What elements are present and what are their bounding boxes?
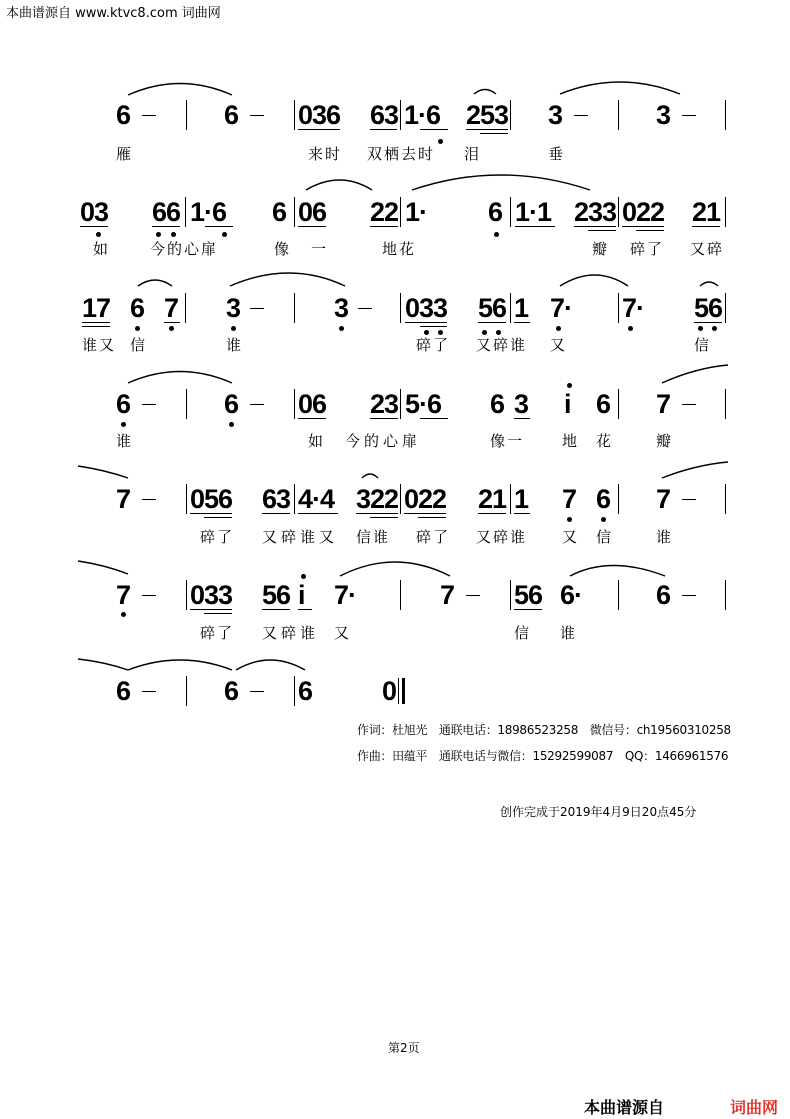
note: 21 xyxy=(478,484,507,514)
octave-dot xyxy=(712,326,717,331)
note: 7 xyxy=(164,293,179,323)
note: 7 xyxy=(116,580,131,610)
note: 6 xyxy=(224,389,239,419)
underline xyxy=(356,513,398,514)
lyric: 谁 xyxy=(226,336,244,354)
barline xyxy=(400,389,401,419)
note: 1·6 xyxy=(404,100,441,130)
underline xyxy=(692,226,720,227)
note: 0 xyxy=(382,676,397,706)
barline xyxy=(618,100,619,130)
note: 56 xyxy=(694,293,723,323)
dash xyxy=(358,308,372,309)
note: 6 xyxy=(224,100,239,130)
barline xyxy=(185,293,186,323)
page-number: 第2页 xyxy=(388,1041,420,1055)
note: 06 xyxy=(298,197,327,227)
slur xyxy=(236,660,305,670)
dash xyxy=(250,115,264,116)
note: 3 xyxy=(548,100,563,130)
dash xyxy=(682,115,696,116)
octave-dot xyxy=(156,232,161,237)
lyric: 又碎谁 xyxy=(476,528,528,546)
note: 6 xyxy=(116,676,131,706)
underline xyxy=(298,513,338,514)
underline xyxy=(636,230,664,231)
lyric: 信 xyxy=(130,336,148,354)
final-barline-thick xyxy=(402,678,405,704)
barline xyxy=(185,197,186,227)
lyric: 碎了 xyxy=(416,528,451,546)
slur xyxy=(700,282,718,286)
note: 6 xyxy=(116,389,131,419)
octave-dot xyxy=(494,232,499,237)
note: 6 xyxy=(298,676,313,706)
dash xyxy=(574,115,588,116)
slur xyxy=(78,659,128,670)
underline xyxy=(164,322,180,323)
barline xyxy=(618,197,619,227)
lyric: 信 xyxy=(596,528,614,546)
octave-dot xyxy=(496,330,501,335)
footer-logo[interactable]: 词曲网 xyxy=(730,1098,779,1117)
dash xyxy=(250,691,264,692)
barline xyxy=(618,580,619,610)
barline xyxy=(186,389,187,419)
underline xyxy=(370,517,398,518)
barline xyxy=(510,293,511,323)
lyric: 又 xyxy=(334,624,352,642)
barline xyxy=(510,484,511,514)
lyric: 碎了 xyxy=(200,624,235,642)
slur xyxy=(306,180,372,190)
final-barline-thin xyxy=(398,678,399,704)
octave-dot xyxy=(339,326,344,331)
note: 233 xyxy=(574,197,617,227)
octave-dot xyxy=(229,422,234,427)
octave-dot xyxy=(567,383,572,388)
octave-dot xyxy=(171,232,176,237)
barline xyxy=(618,293,619,323)
barline xyxy=(400,580,401,610)
octave-dot xyxy=(121,612,126,617)
underline xyxy=(418,517,446,518)
underline xyxy=(262,609,290,610)
lyric: 碎了 xyxy=(416,336,451,354)
lyric: 又碎谁 xyxy=(262,624,320,642)
underline xyxy=(370,226,398,227)
lyric: 泪 xyxy=(464,145,482,163)
note: 5·6 xyxy=(405,389,442,419)
note: 22 xyxy=(370,197,399,227)
lyric: 又碎 xyxy=(690,240,725,258)
lyric: 今的心扉 xyxy=(150,240,219,258)
lyric: 碎了 xyxy=(200,528,235,546)
slur xyxy=(78,561,128,574)
note: 17 xyxy=(82,293,111,323)
slur xyxy=(474,90,496,95)
note: 7· xyxy=(334,580,357,610)
lyric: 地 xyxy=(562,432,580,450)
barline xyxy=(186,484,187,514)
dash xyxy=(142,115,156,116)
note: 63 xyxy=(370,100,399,130)
octave-dot xyxy=(121,422,126,427)
note: 1·6 xyxy=(190,197,227,227)
note: 56 xyxy=(514,580,543,610)
lyric: 瓣 xyxy=(592,240,610,258)
note: 63 xyxy=(262,484,291,514)
barline xyxy=(618,389,619,419)
note: 3 xyxy=(334,293,349,323)
octave-dot xyxy=(231,326,236,331)
barline xyxy=(294,676,295,706)
octave-dot xyxy=(169,326,174,331)
lyric: 谁 xyxy=(656,528,674,546)
note: 253 xyxy=(466,100,509,130)
lyric: 瓣 xyxy=(656,432,674,450)
slur xyxy=(560,275,628,286)
underline xyxy=(514,609,542,610)
lyric: 今的心扉 xyxy=(345,432,422,450)
barline xyxy=(186,580,187,610)
note: i xyxy=(564,389,571,419)
underline xyxy=(420,326,447,327)
dash xyxy=(466,595,480,596)
lyric: 又 xyxy=(562,528,580,546)
underline xyxy=(404,513,446,514)
octave-dot xyxy=(438,139,443,144)
octave-dot xyxy=(567,517,572,522)
dash xyxy=(142,499,156,500)
underline xyxy=(190,609,232,610)
note: 036 xyxy=(298,100,341,130)
underline xyxy=(190,513,232,514)
underline xyxy=(405,322,447,323)
barline xyxy=(400,484,401,514)
octave-dot xyxy=(556,326,561,331)
octave-dot xyxy=(698,326,703,331)
lyric: 谁 xyxy=(560,624,578,642)
lyric: 如 xyxy=(308,432,326,450)
note: 7 xyxy=(116,484,131,514)
lyric: 信 xyxy=(694,336,712,354)
dash xyxy=(250,308,264,309)
barline xyxy=(618,484,619,514)
underline xyxy=(694,322,722,323)
slur xyxy=(78,466,128,478)
note: 03 xyxy=(80,197,109,227)
octave-dot xyxy=(222,232,227,237)
barline xyxy=(725,389,726,419)
note: 4·4 xyxy=(298,484,335,514)
octave-dot xyxy=(301,574,306,579)
underline xyxy=(82,322,110,323)
note: 6 xyxy=(596,484,611,514)
barline xyxy=(725,100,726,130)
slur xyxy=(570,566,665,577)
lyric: 像一 xyxy=(274,240,349,258)
slur xyxy=(412,175,590,190)
note: 56 xyxy=(262,580,291,610)
note: 322 xyxy=(356,484,399,514)
note: 1· xyxy=(405,197,428,227)
dash xyxy=(142,595,156,596)
slur xyxy=(128,372,232,384)
slur xyxy=(662,462,728,478)
lyric: 又 xyxy=(550,336,568,354)
lyric: 像一 xyxy=(490,432,525,450)
barline xyxy=(294,100,295,130)
note: 66 xyxy=(152,197,181,227)
barline xyxy=(294,293,295,323)
note: 6 xyxy=(488,197,503,227)
octave-dot xyxy=(96,232,101,237)
slur xyxy=(362,474,378,478)
note: 7 xyxy=(656,484,671,514)
barline xyxy=(725,197,726,227)
lyric: 又碎谁 xyxy=(476,336,528,354)
octave-dot xyxy=(135,326,140,331)
underline xyxy=(515,226,555,227)
note: 6 xyxy=(116,100,131,130)
note: 6 xyxy=(272,197,287,227)
dash xyxy=(682,499,696,500)
note: 23 xyxy=(370,389,399,419)
barline xyxy=(186,676,187,706)
octave-dot xyxy=(438,330,443,335)
barline xyxy=(294,389,295,419)
underline xyxy=(204,613,232,614)
lyric: 碎了 xyxy=(630,240,665,258)
note: 7· xyxy=(622,293,645,323)
underline xyxy=(204,517,232,518)
underline xyxy=(574,226,616,227)
underline xyxy=(298,226,326,227)
lyricist-credit: 作词：杜旭光 通联电话：18986523258 微信号：ch19560310258 xyxy=(357,723,731,737)
barline xyxy=(510,580,511,610)
underline xyxy=(82,326,110,327)
underline xyxy=(420,418,448,419)
note: 7 xyxy=(562,484,577,514)
note: 033 xyxy=(405,293,448,323)
dash xyxy=(250,404,264,405)
lyric: 信 xyxy=(514,624,532,642)
underline xyxy=(466,129,508,130)
slur xyxy=(138,280,172,286)
barline xyxy=(725,293,726,323)
completion-date: 创作完成于2019年4月9日20点45分 xyxy=(500,805,697,819)
underline xyxy=(478,322,506,323)
underline xyxy=(420,129,448,130)
composer-credit: 作曲：田蕴平 通联电话与微信：15292599087 QQ：1466961576 xyxy=(357,749,729,763)
underline xyxy=(298,609,312,610)
underline xyxy=(622,226,664,227)
dash xyxy=(142,691,156,692)
note: 7 xyxy=(440,580,455,610)
note: 3 xyxy=(656,100,671,130)
note: 6 xyxy=(224,676,239,706)
lyric: 谁又 xyxy=(82,336,117,354)
octave-dot xyxy=(601,517,606,522)
note: i xyxy=(298,580,305,610)
underline xyxy=(370,418,398,419)
barline xyxy=(400,293,401,323)
octave-dot xyxy=(628,326,633,331)
dash xyxy=(682,404,696,405)
note: 06 xyxy=(298,389,327,419)
note: 1 xyxy=(514,484,529,514)
underline xyxy=(152,226,180,227)
barline xyxy=(294,484,295,514)
barline xyxy=(186,100,187,130)
barline xyxy=(294,197,295,227)
note: 6 xyxy=(596,389,611,419)
note: 056 xyxy=(190,484,233,514)
note: 6· xyxy=(560,580,583,610)
underline xyxy=(514,418,530,419)
slur xyxy=(340,562,450,576)
barline xyxy=(510,197,511,227)
slur xyxy=(662,365,728,383)
barline xyxy=(725,484,726,514)
note: 21 xyxy=(692,197,721,227)
note: 7· xyxy=(550,293,573,323)
lyric: 双栖去时 xyxy=(367,145,436,163)
barline xyxy=(400,100,401,130)
slur xyxy=(128,660,232,670)
underline xyxy=(298,418,326,419)
note: 6 xyxy=(490,389,505,419)
barline xyxy=(400,197,401,227)
lyric: 地花 xyxy=(382,240,417,258)
underline xyxy=(478,513,506,514)
source-header: 本曲谱源自 www.ktvc8.com 词曲网 xyxy=(6,6,221,21)
dash xyxy=(682,595,696,596)
dash xyxy=(142,404,156,405)
octave-dot xyxy=(424,330,429,335)
note: 022 xyxy=(404,484,447,514)
note: 6 xyxy=(130,293,145,323)
slur xyxy=(230,273,345,286)
lyric: 雁 xyxy=(116,145,134,163)
slur xyxy=(560,82,680,94)
footer-source: 本曲谱源自 xyxy=(584,1098,665,1117)
underline xyxy=(588,230,616,231)
barline xyxy=(725,580,726,610)
note: 56 xyxy=(478,293,507,323)
underline xyxy=(298,129,340,130)
note: 3 xyxy=(226,293,241,323)
note: 022 xyxy=(622,197,665,227)
lyric: 信谁 xyxy=(356,528,391,546)
slur xyxy=(128,84,232,96)
underline xyxy=(262,513,290,514)
lyric: 垂 xyxy=(548,145,566,163)
underline xyxy=(480,133,508,134)
barline xyxy=(510,100,511,130)
lyric: 又碎谁又 xyxy=(262,528,339,546)
underline xyxy=(514,322,530,323)
note: 6 xyxy=(656,580,671,610)
note: 7 xyxy=(656,389,671,419)
lyric: 如 xyxy=(93,240,111,258)
underline xyxy=(514,513,530,514)
underline xyxy=(80,226,108,227)
note: 3 xyxy=(514,389,529,419)
lyric: 来时 xyxy=(308,145,343,163)
lyric: 谁 xyxy=(116,432,134,450)
note: 1 xyxy=(514,293,529,323)
note: 033 xyxy=(190,580,233,610)
note: 1·1 xyxy=(515,197,552,227)
underline xyxy=(370,129,397,130)
octave-dot xyxy=(482,330,487,335)
underline xyxy=(205,226,233,227)
lyric: 花 xyxy=(596,432,614,450)
